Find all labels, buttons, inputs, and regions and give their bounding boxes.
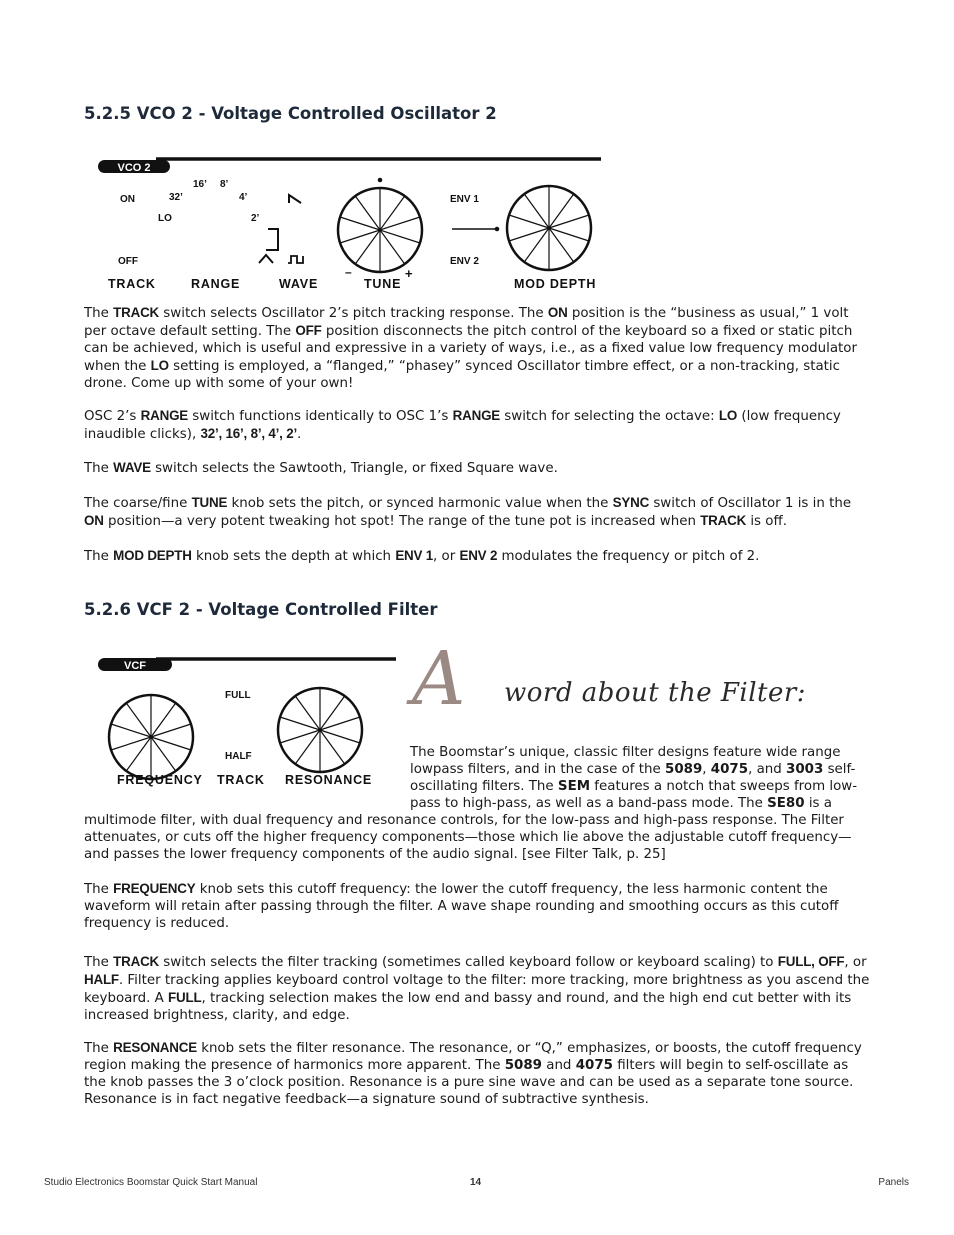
paragraph-frequency: The FREQUENCY knob sets this cutoff frequency: the lower the cutoff frequency, the less harmonic content the waveform will retain after passing through the filter. A wave shape rounding and smoothing occurs as this cutoff frequency is reduced.: [84, 881, 839, 931]
label-frequency: FREQUENCY: [117, 773, 203, 787]
footer-page-number: 14: [470, 1177, 482, 1188]
tune-knob[interactable]: [338, 188, 422, 272]
paragraph-track: The TRACK switch selects Oscillator 2’s pitch tracking response. The ON position is the “business as usual,” 1 volt per octave default setting. The OFF position disconnects the pitch control of the keyboard so a fixed or static pitch can be achieved, which is useful and expressive in a variety of ways, i.e., as a fixed value low frequency modulator when the LO setting is employed, a “flanged,” “phasey” synced Oscillator timbre effect, or a non-tracking, static drone. Come up with some of your own!: [84, 305, 857, 391]
vcf-track-opt-full: FULL: [225, 690, 251, 701]
sawtooth-wave-icon: [289, 195, 301, 203]
square-wave-icon: [288, 256, 303, 263]
triangle-wave-icon: [259, 255, 273, 263]
paragraph-tune: The coarse/fine TUNE knob sets the pitch, or synced harmonic value when the SYNC switch of Oscillator 1 is in the ON position—a very potent tweaking hot spot! The range of the tune pot is increased when TRACK is off.: [84, 495, 852, 529]
label-resonance: RESONANCE: [285, 773, 373, 787]
paragraph-range: OSC 2’s RANGE switch functions identically to OSC 1’s RANGE switch for selecting the octave: LO (low frequency inaudible clicks), 32’, 16’, 8’, 4’, 2’.: [84, 408, 841, 442]
label-wave: WAVE: [279, 277, 319, 291]
filter-word-initial: A: [412, 636, 466, 722]
label-tune: TUNE: [364, 277, 402, 291]
step-wave-icon: [266, 229, 278, 250]
label-track: TRACK: [108, 277, 156, 291]
paragraph-resonance: The RESONANCE knob sets the filter resonance. The resonance, or “Q,” emphasizes, or boosts, the cutoff frequency region making the presence of harmonics more apparent. The 5089 and 4075 filters will begin to self-oscillate as the knob passes the 3 o’clock position. Resonance is a pure sine wave and can be used as a separate tone source. Resonance is in fact negative feedback—a signature sound of subtractive synthesis.: [84, 1040, 862, 1107]
range-opt-16: 16’: [193, 179, 207, 190]
track-opt-lo: LO: [158, 213, 172, 224]
tune-plus: +: [405, 266, 413, 281]
label-range: RANGE: [191, 277, 241, 291]
tune-minus: –: [345, 265, 352, 279]
paragraph-vcf-track: The TRACK switch selects the filter tracking (sometimes called keyboard follow or keyboard scaling) to FULL, OFF, or HALF. Filter tracking applies keyboard control voltage to the filter: more tracking, more brightness as you ascend the keyboard. A FULL, tracking selection makes the low end and bassy and round, and the high end cut better with its increased brightness, clarity, and edge.: [84, 954, 870, 1023]
track-opt-off: OFF: [118, 256, 138, 267]
paragraph-mod-depth: The MOD DEPTH knob sets the depth at which ENV 1, or ENV 2 modulates the frequency or pitch of 2.: [84, 548, 760, 564]
vco2-badge-text: VCO 2: [117, 162, 151, 174]
mod-depth-knob[interactable]: [507, 186, 591, 270]
env1-label: ENV 1: [450, 194, 479, 205]
filter-word-text: word about the Filter:: [504, 678, 807, 708]
footer-manual-title: Studio Electronics Boomstar Quick Start Manual: [44, 1177, 258, 1188]
section-heading-vco2: 5.2.5 VCO 2 - Voltage Controlled Oscillator 2: [84, 104, 497, 123]
range-opt-32: 32’: [169, 192, 183, 203]
vcf-badge-text: VCF: [124, 660, 146, 672]
track-opt-on: ON: [120, 194, 135, 205]
footer-section: Panels: [878, 1177, 909, 1188]
paragraph-wave: The WAVE switch selects the Sawtooth, Triangle, or fixed Square wave.: [84, 460, 558, 476]
filter-word-heading: [408, 636, 878, 728]
vcf-track-opt-half: HALF: [225, 751, 252, 762]
vco2-panel: [96, 152, 606, 296]
env2-label: ENV 2: [450, 256, 479, 267]
label-mod-depth: MOD DEPTH: [514, 277, 597, 291]
label-vcf-track: TRACK: [217, 773, 265, 787]
section-heading-vcf2: 5.2.6 VCF 2 - Voltage Controlled Filter: [84, 600, 438, 619]
paragraph-filter-intro: The Boomstar’s unique, classic filter designs feature wide range lowpass filters, and in the case of the 5089, 4075, and 3003 self-oscillating filters. The SEM features a notch that sweeps from low-pass to high-pass, as well as a band-pass mode. The SE80 is a multimode filter, with dual frequency and resonance controls, for the low-pass and high-pass response. The Filter attenuates, or cuts off the higher frequency components—those which lie above the adjustable cutoff frequency—and passes the lower frequency components of the audio signal. [see Filter Talk, p. 25]: [84, 745, 858, 862]
range-opt-2: 2’: [251, 213, 260, 224]
range-opt-4: 4’: [239, 192, 248, 203]
range-opt-8: 8’: [220, 179, 229, 190]
